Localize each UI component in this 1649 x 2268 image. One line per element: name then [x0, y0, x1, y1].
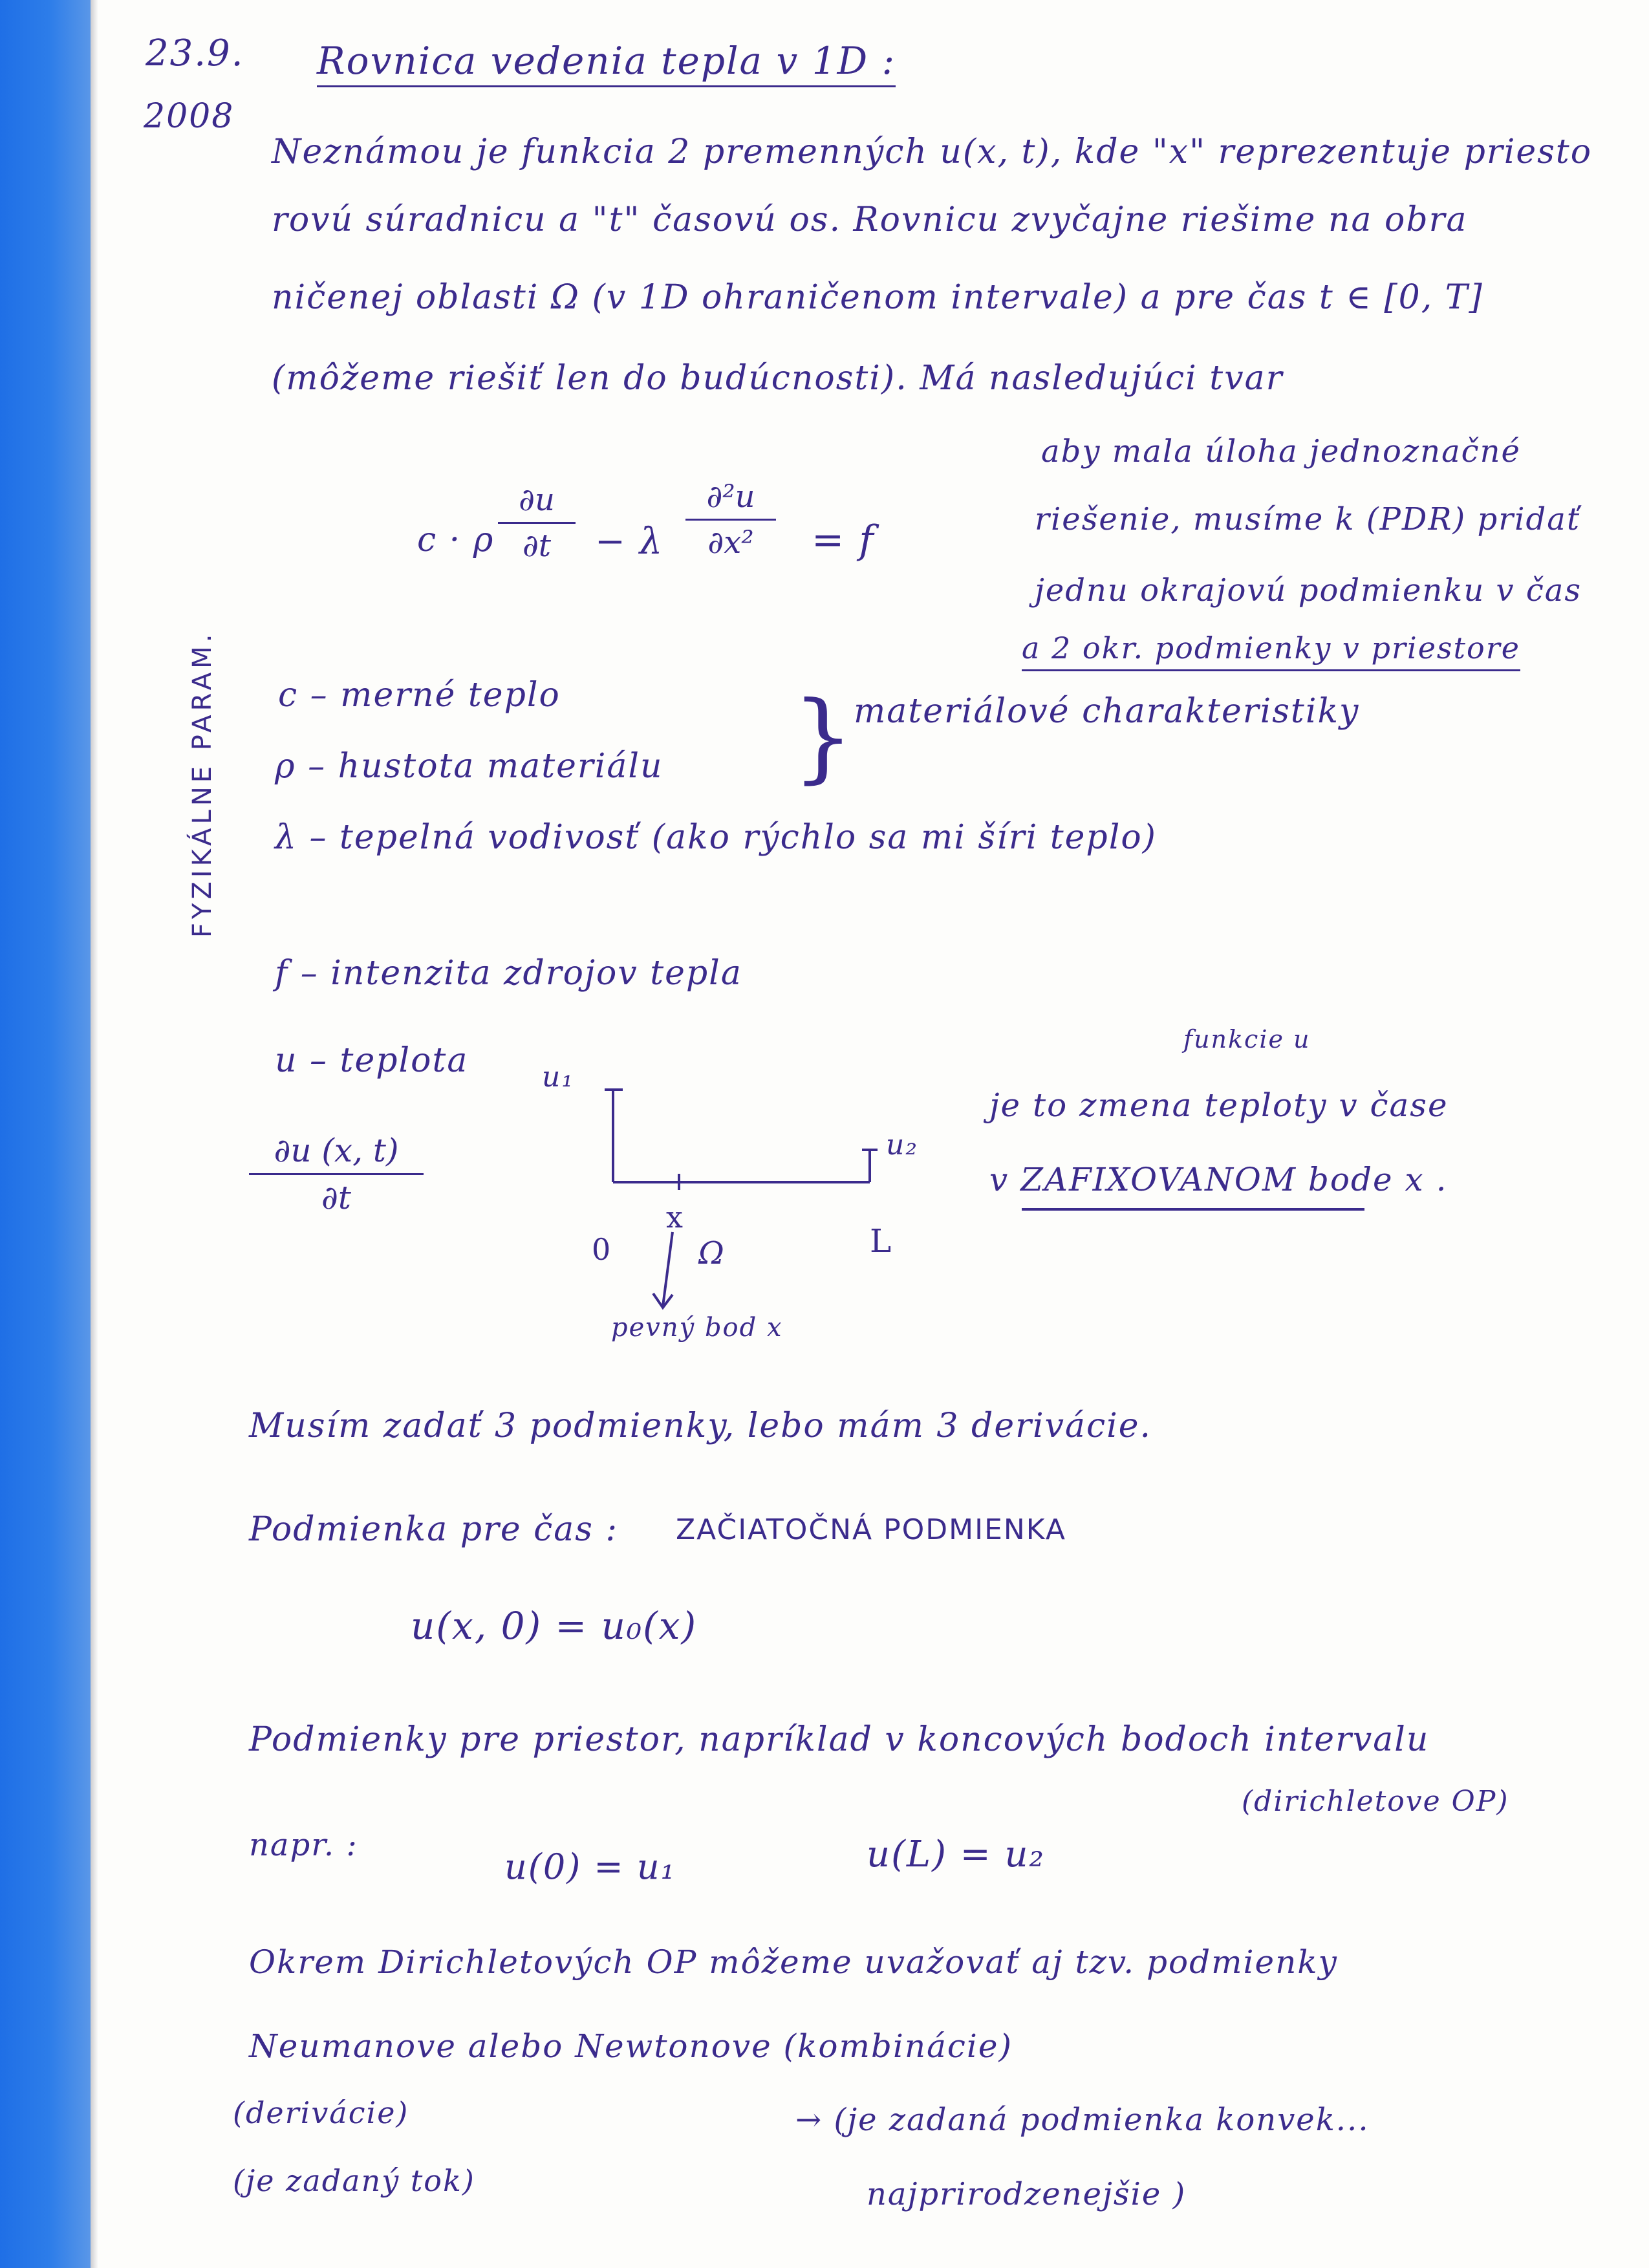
- label-x: x: [666, 1200, 684, 1235]
- eq-rhs: = f: [812, 517, 875, 563]
- note-line-2: v ZAFIXOVANOM bode x .: [989, 1161, 1448, 1198]
- initial-condition-name: ZAČIATOČNÁ PODMIENKA: [676, 1513, 1066, 1546]
- boundary-condition-1: u(0) = u₁: [504, 1846, 676, 1887]
- eq-minus-lambda: − λ: [595, 521, 664, 563]
- eq-coefficient: c · ρ: [417, 521, 495, 559]
- boundary-condition-2: u(L) = u₂: [867, 1833, 1045, 1875]
- convection-note-line-2: najprirodzenejšie ): [867, 2176, 1187, 2212]
- example-label: napr. :: [249, 1827, 358, 1863]
- side-note-line-4: a 2 okr. podmienky v priestore: [1022, 631, 1520, 671]
- param-c: c – merné teplo: [278, 676, 561, 715]
- page-title: Rovnica vedenia tepla v 1D :: [317, 39, 896, 87]
- flux-given-note: (je zadaný tok): [233, 2163, 475, 2198]
- intro-line-1: Neznámou je funkcia 2 premenných u(x, t), kde "x" reprezentuje priesto: [272, 133, 1593, 171]
- other-conditions-line-2: Neumanove alebo Newtonove (kombinácie): [249, 2027, 1013, 2065]
- label-u1: u₁: [542, 1061, 574, 1094]
- space-conditions: Podmienky pre priestor, napríklad v koncových bodoch intervalu: [249, 1720, 1430, 1759]
- note-function-u: funkcie u: [1183, 1025, 1311, 1053]
- other-conditions-line-1: Okrem Dirichletových OP môžeme uvažovať aj tzv. podmienky: [249, 1943, 1338, 1981]
- side-note-line-2: riešenie, musíme k (PDR) pridať: [1035, 501, 1581, 537]
- margin-vertical-label: FYZIKÁLNE PARAM.: [188, 630, 217, 938]
- intro-line-3: ničenej oblasti Ω (v 1D ohraničenom intervale) a pre čas t ∈ [0, T]: [272, 278, 1483, 317]
- intro-line-4: (môžeme riešiť len do budúcnosti). Má nasledujúci tvar: [272, 359, 1284, 398]
- eq-d2udx2-num: ∂²u: [706, 479, 755, 515]
- eq-dudt-den: ∂t: [522, 528, 552, 564]
- label-u2: u₂: [886, 1129, 918, 1161]
- eq-d2udx2-den: ∂x²: [707, 524, 754, 561]
- convection-note-line-1: → (je zadaná podmienka konvek...: [795, 2102, 1370, 2138]
- date-line-1: 23.9.: [146, 32, 244, 74]
- fixed-point-label: pevný bod x: [611, 1313, 783, 1343]
- intro-line-2: rovú súradnicu a "t" časovú os. Rovnicu zvyčajne riešime na obra: [272, 200, 1468, 239]
- derivative-num: ∂u (x, t): [274, 1132, 399, 1169]
- conditions-count: Musím zadať 3 podmienky, lebo mám 3 derivácie.: [249, 1407, 1152, 1445]
- material-characteristics: materiálové charakteristiky: [854, 692, 1360, 731]
- derivative-den: ∂t: [321, 1179, 351, 1216]
- note-line-1: je to zmena teploty v čase: [989, 1086, 1449, 1124]
- label-L: L: [870, 1222, 893, 1260]
- param-u: u – teplota: [275, 1041, 469, 1080]
- initial-condition: u(x, 0) = u₀(x): [411, 1604, 698, 1648]
- param-lambda: λ – tepelná vodivosť (ako rýchlo sa mi šíri teplo): [275, 818, 1157, 857]
- derivatives-note: (derivácie): [233, 2095, 409, 2130]
- side-note-line-1: aby mala úloha jednoznačné: [1041, 433, 1521, 470]
- side-note-line-3: jednu okrajovú podmienku v čas: [1035, 572, 1582, 609]
- dirichlet-label: (dirichletove OP): [1242, 1785, 1509, 1818]
- param-f: f – intenzita zdrojov tepla: [275, 954, 742, 993]
- curly-brace: }: [792, 681, 854, 794]
- label-zero: 0: [592, 1232, 612, 1267]
- time-condition-label: Podmienka pre čas :: [249, 1510, 619, 1549]
- param-rho: ρ – hustota materiálu: [275, 747, 663, 786]
- eq-dudt-num: ∂u: [519, 482, 555, 518]
- date-line-2: 2008: [144, 97, 235, 136]
- label-omega: Ω: [698, 1235, 726, 1271]
